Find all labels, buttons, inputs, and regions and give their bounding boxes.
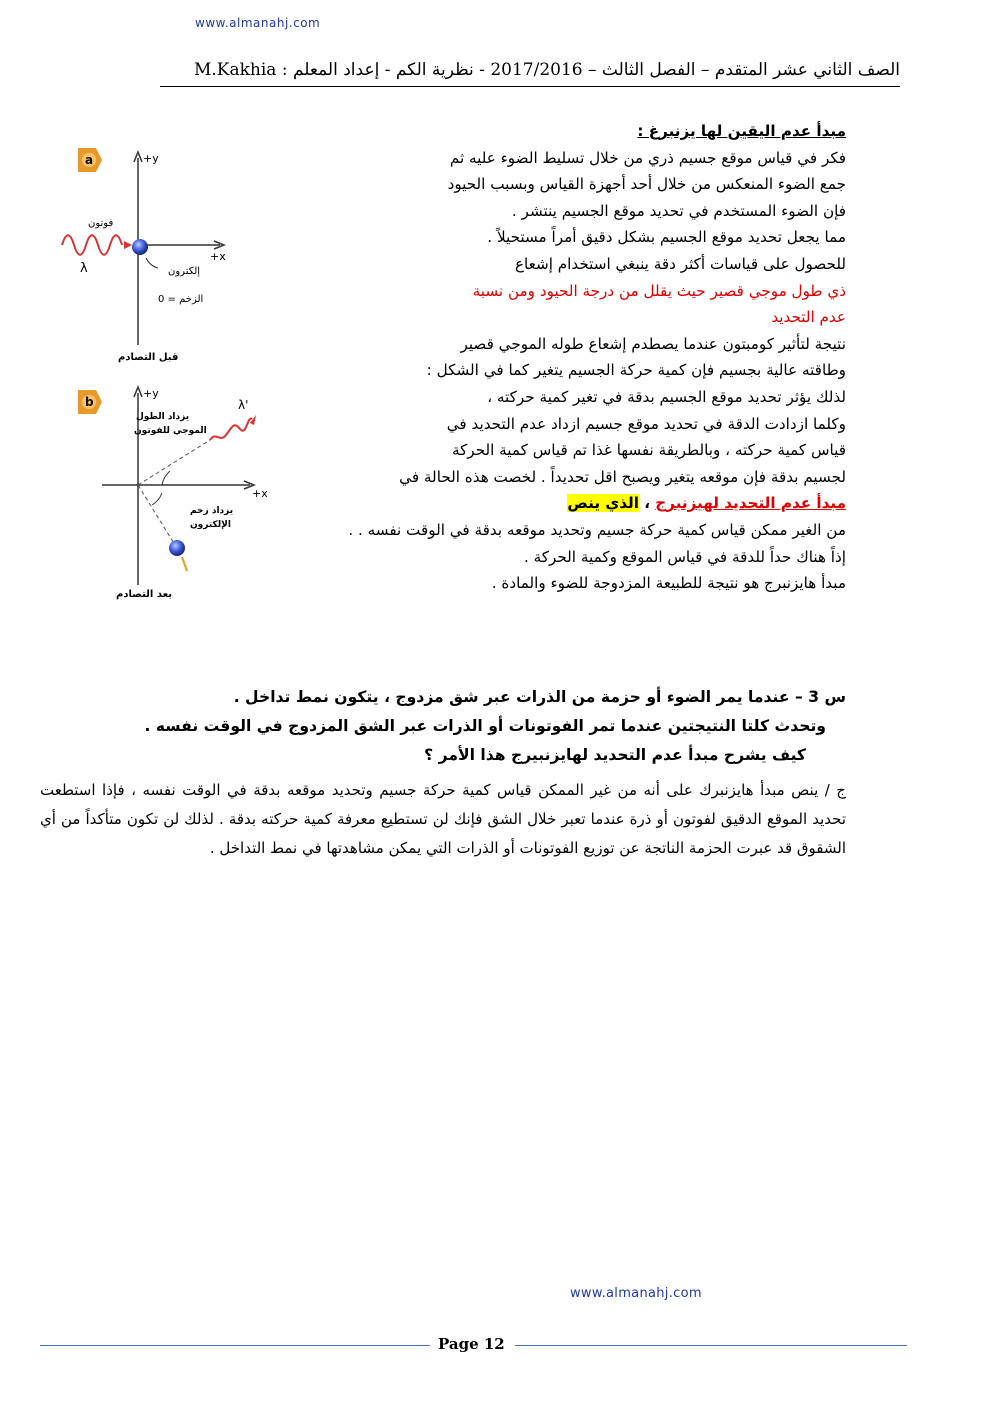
- uncertainty-section: [290, 118, 846, 597]
- scattered-photon-arrow-icon: [250, 415, 256, 425]
- top-url[interactable]: www.almanahj.com: [195, 16, 321, 30]
- footer-rule-left: [40, 1345, 430, 1346]
- lambda-label: λ: [80, 261, 88, 276]
- page-header: الصف الثاني عشر المتقدم – الفصل الثالث – 2017/2016 - نظرية الكم - إعداد المعلم : M.Kakhia: [193, 60, 900, 80]
- badge-a-label: a: [85, 153, 94, 167]
- question-3: [40, 683, 846, 770]
- lambda-prime-label: λ': [238, 398, 249, 412]
- section-line: فإن الضوء المستخدم في تحديد موقع الجسيم ينتشر .: [511, 201, 846, 220]
- question-line: وتحدث كلتا النتيجتين عندما تمر الفوتونات أو الذرات عبر الشق المزدوج في الوقت نفسه .: [144, 717, 826, 735]
- photon-arrow-icon: [124, 241, 132, 249]
- question-line: س 3 – عندما يمر الضوء أو حزمة من الذرات عبر شق مزدوج ، يتكون نمط تداخل .: [233, 688, 846, 706]
- section-title: مبدأ عدم اليقين لها يزنبرغ :: [637, 122, 846, 140]
- section-line: جمع الضوء المنعكس من خلال أحد أجهزة القياس وبسبب الحيود: [447, 175, 846, 194]
- section-red-line: عدم التحديد: [771, 308, 846, 327]
- y-axis-label: +y: [143, 387, 159, 400]
- wavelength-label: الموجي للفوتون: [134, 426, 207, 436]
- badge-b: [78, 390, 102, 414]
- section-line: وكلما ازدادت الدقة في تحديد موقع جسيم ازداد عدم التحديد في: [446, 414, 846, 433]
- x-axis-label: +x: [210, 250, 226, 263]
- momentum-label: الزخم = 0: [158, 294, 204, 305]
- electron-ball: [132, 239, 148, 255]
- section-line: إذاً هناك حداً للدقة في قياس الموقع وكمية الحركة .: [523, 547, 846, 566]
- section-line: من الغير ممكن قياس كمية حركة جسيم وتحديد موقعه بدقة في الوقت نفسه . .: [348, 520, 846, 539]
- momentum-label: الإلكترون: [190, 520, 231, 530]
- section-line: للحصول على قياسات أكثر دقة ينبغي استخدام إشعاع: [514, 254, 846, 273]
- question-line: كيف يشرح مبدأ عدم التحديد لهايزنبيرج هذا الأمر ؟: [424, 746, 806, 764]
- x-axis-label: +x: [252, 487, 268, 500]
- principle-separator: ،: [638, 494, 656, 513]
- section-line: فكر في قياس موقع جسيم ذري من خلال تسليط الضوء عليه ثم: [449, 148, 846, 167]
- badge-b-label: b: [85, 395, 94, 409]
- section-line: مما يجعل تحديد موقع الجسيم بشكل دقيق أمراً مستحيلاً .: [487, 228, 846, 247]
- caption-b: بعد التصادم: [116, 589, 172, 600]
- section-line: وطاقته عالية بجسيم فإن كمية حركة الجسيم يتغير كما في الشكل :: [426, 361, 846, 380]
- photon-wave: [62, 235, 122, 255]
- angle-arc: [162, 471, 170, 485]
- electron-ball: [169, 540, 185, 556]
- section-red-line: ذي طول موجي قصير حيث يقلل من درجة الحيود ومن نسبة: [472, 281, 846, 300]
- page-number: Page 12: [438, 1335, 505, 1353]
- principle-line: [290, 490, 846, 517]
- answer-text: ج / ينص مبدأ هايزنبرك على أنه من غير الممكن قياس كمية حركة جسيم وتحديد موقعه بدقة في الوقت نفسه ، فإذا استطعت تحديد الموقع الدقيق لفوتون أو ذرة عندما تعبر خلال الشق فإنك لن تستطيع معرفة كمية حركته بدقة . لذلك لن تكون متأكداً من أي الشقوق قد عبرت الحزمة الناتجة عن توزيع الفوتونات أو الذرات التي يمكن مشاهدتها في نمط التداخل .: [40, 781, 846, 857]
- figure-a: [40, 140, 290, 370]
- section-line: لذلك يؤثر تحديد موقع الجسيم بدقة في تغير كمية حركته ،: [487, 387, 846, 406]
- photon-label: فوتون: [88, 218, 114, 229]
- y-axis-label: +y: [143, 152, 159, 165]
- badge-a: [78, 148, 102, 172]
- section-line: مبدأ هايزنبرج هو نتيجة للطبيعة المزدوجة للضوء والمادة .: [491, 574, 846, 593]
- electron-path: [138, 485, 175, 545]
- principle-name: مبدأ عدم التحديد لهيزنبرج: [655, 494, 846, 513]
- bottom-url[interactable]: www.almanahj.com: [570, 1286, 702, 1301]
- angle-arc: [152, 493, 162, 505]
- electron-motion-icon: [182, 557, 187, 571]
- wavelength-label: يزداد الطول: [136, 412, 190, 422]
- section-line: قياس كمية حركته ، وبالطريقة نفسها غذا تم قياس كمية الحركة: [451, 441, 846, 460]
- header-rule: [160, 86, 900, 87]
- electron-label: إلكترون: [168, 266, 201, 277]
- answer-3: [40, 776, 846, 863]
- footer-rule-right: [515, 1345, 907, 1346]
- electron-pointer: [146, 258, 158, 268]
- momentum-label: يزداد زخم: [190, 506, 234, 516]
- caption-a: قبل التصادم: [118, 352, 179, 363]
- photon-path: [138, 440, 210, 485]
- principle-highlight: الذي ينص: [567, 494, 639, 513]
- section-line: نتيجة لتأثير كومبتون عندما يصطدم إشعاع طوله الموجي قصير: [460, 334, 846, 353]
- section-line: لجسيم بدقة فإن موقعه يتغير ويصبح اقل تحديداً . لخصت هذه الحالة في: [399, 467, 846, 486]
- figure-b: [40, 385, 290, 600]
- scattered-photon-wave: [210, 419, 252, 440]
